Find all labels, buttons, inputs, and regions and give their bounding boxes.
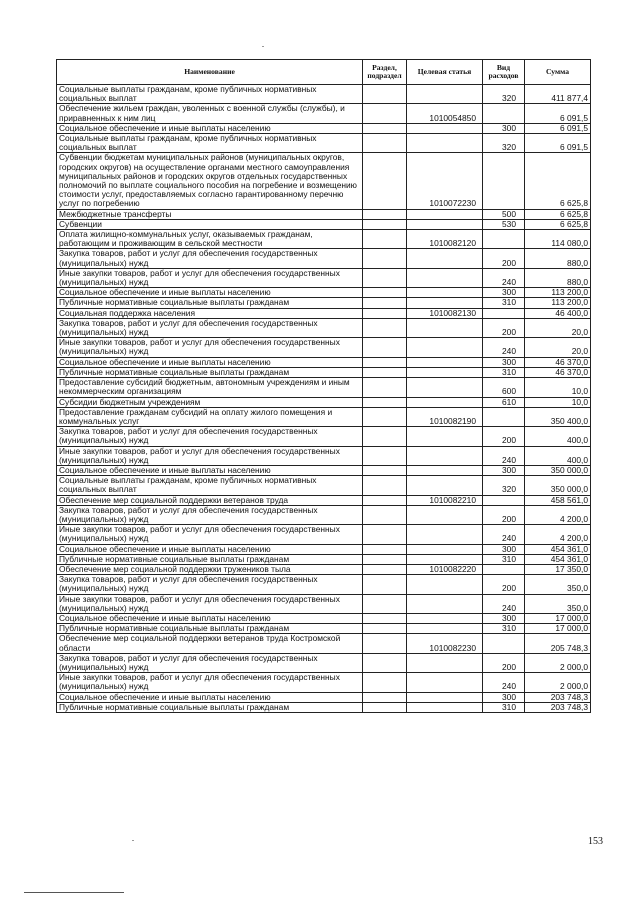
row-name: Закупка товаров, работ и услуг для обеспечения государственных (муниципальных) нужд <box>57 575 363 594</box>
row-kind: 300 <box>483 692 525 702</box>
row-sum: 17 000,0 <box>525 624 591 634</box>
row-kind <box>483 308 525 318</box>
row-sum: 458 561,0 <box>525 495 591 505</box>
row-sum: 17 000,0 <box>525 613 591 623</box>
row-article <box>407 544 483 554</box>
row-name: Закупка товаров, работ и услуг для обеспечения государственных (муниципальных) нужд <box>57 318 363 337</box>
table-row <box>57 544 591 554</box>
row-name: Иные закупки товаров, работ и услуг для обеспечения государственных (муниципальных) нужд <box>57 525 363 544</box>
row-name: Закупка товаров, работ и услуг для обеспечения государственных (муниципальных) нужд <box>57 505 363 524</box>
row-kind: 310 <box>483 554 525 564</box>
row-name: Предоставление субсидий бюджетным, автономным учреждениям и иным некоммерческим организациям <box>57 378 363 397</box>
table-row <box>57 230 591 249</box>
table-row <box>57 653 591 672</box>
table-row <box>57 554 591 564</box>
row-section <box>363 476 407 495</box>
row-name: Социальные выплаты гражданам, кроме публичных нормативных социальных выплат <box>57 476 363 495</box>
table-row <box>57 219 591 229</box>
row-article <box>407 446 483 465</box>
header-section: Раздел, подраздел <box>363 60 407 85</box>
row-section <box>363 702 407 712</box>
table-row <box>57 505 591 524</box>
row-kind: 310 <box>483 367 525 377</box>
row-article <box>407 554 483 564</box>
row-kind: 240 <box>483 594 525 613</box>
budget-table <box>56 59 591 713</box>
table-body <box>57 85 591 713</box>
row-article <box>407 268 483 287</box>
row-article <box>407 505 483 524</box>
row-article <box>407 85 483 104</box>
row-sum: 4 200,0 <box>525 505 591 524</box>
table-row <box>57 209 591 219</box>
row-sum: 454 361,0 <box>525 544 591 554</box>
row-name: Социальное обеспечение и иные выплаты населению <box>57 465 363 475</box>
row-sum: 400,0 <box>525 446 591 465</box>
row-article: 1010082130 <box>407 308 483 318</box>
row-article <box>407 594 483 613</box>
row-sum: 46 370,0 <box>525 367 591 377</box>
row-section <box>363 575 407 594</box>
row-sum: 6 091,5 <box>525 134 591 153</box>
row-name: Социальное обеспечение и иные выплаты населению <box>57 544 363 554</box>
row-kind: 320 <box>483 85 525 104</box>
row-article: 1010072230 <box>407 153 483 209</box>
row-sum: 203 748,3 <box>525 702 591 712</box>
row-section <box>363 85 407 104</box>
row-section <box>363 249 407 268</box>
row-section <box>363 123 407 133</box>
row-article <box>407 134 483 153</box>
row-name: Публичные нормативные социальные выплаты гражданам <box>57 702 363 712</box>
row-kind: 300 <box>483 613 525 623</box>
row-sum: 880,0 <box>525 268 591 287</box>
table-row <box>57 249 591 268</box>
row-kind <box>483 153 525 209</box>
row-sum: 114 080,0 <box>525 230 591 249</box>
row-article <box>407 219 483 229</box>
row-name: Социальное обеспечение и иные выплаты населению <box>57 288 363 298</box>
table-row <box>57 446 591 465</box>
row-kind <box>483 495 525 505</box>
row-sum: 454 361,0 <box>525 554 591 564</box>
row-section <box>363 397 407 407</box>
row-kind: 200 <box>483 505 525 524</box>
row-section <box>363 505 407 524</box>
row-sum: 6 625,8 <box>525 219 591 229</box>
row-sum: 113 200,0 <box>525 288 591 298</box>
row-section <box>363 525 407 544</box>
row-article <box>407 249 483 268</box>
row-article: 1010054850 <box>407 104 483 123</box>
row-name: Социальное обеспечение и иные выплаты населению <box>57 692 363 702</box>
row-article <box>407 338 483 357</box>
row-section <box>363 219 407 229</box>
row-section <box>363 613 407 623</box>
row-article <box>407 525 483 544</box>
row-section <box>363 495 407 505</box>
table-row <box>57 673 591 692</box>
row-kind: 300 <box>483 465 525 475</box>
row-section <box>363 653 407 672</box>
table-row <box>57 298 591 308</box>
row-section <box>363 692 407 702</box>
row-article <box>407 378 483 397</box>
row-name: Закупка товаров, работ и услуг для обеспечения государственных (муниципальных) нужд <box>57 427 363 446</box>
row-name: Публичные нормативные социальные выплаты гражданам <box>57 367 363 377</box>
table-row <box>57 134 591 153</box>
table-row <box>57 476 591 495</box>
row-section <box>363 230 407 249</box>
table-row <box>57 613 591 623</box>
row-sum: 350,0 <box>525 594 591 613</box>
row-sum: 46 400,0 <box>525 308 591 318</box>
table-row <box>57 357 591 367</box>
row-section <box>363 318 407 337</box>
row-name: Иные закупки товаров, работ и услуг для обеспечения государственных (муниципальных) нужд <box>57 446 363 465</box>
row-sum: 350,0 <box>525 575 591 594</box>
table-row <box>57 104 591 123</box>
row-section <box>363 104 407 123</box>
scan-dot <box>132 840 134 841</box>
row-section <box>363 153 407 209</box>
table-row <box>57 123 591 133</box>
row-kind: 300 <box>483 123 525 133</box>
row-kind: 240 <box>483 268 525 287</box>
row-kind: 240 <box>483 673 525 692</box>
row-sum: 6 625,8 <box>525 153 591 209</box>
table-row <box>57 268 591 287</box>
row-section <box>363 594 407 613</box>
row-sum: 350 000,0 <box>525 476 591 495</box>
row-name: Субвенции <box>57 219 363 229</box>
table-row <box>57 378 591 397</box>
table-row <box>57 427 591 446</box>
row-kind: 240 <box>483 525 525 544</box>
row-section <box>363 209 407 219</box>
row-sum: 46 370,0 <box>525 357 591 367</box>
row-name: Предоставление гражданам субсидий на оплату жилого помещения и коммунальных услуг <box>57 407 363 426</box>
table-header-row <box>57 60 591 85</box>
row-sum: 20,0 <box>525 318 591 337</box>
row-name: Обеспечение мер социальной поддержки ветеранов труда Костромской области <box>57 634 363 653</box>
row-section <box>363 427 407 446</box>
row-section <box>363 446 407 465</box>
row-name: Обеспечение мер социальной поддержки тружеников тыла <box>57 564 363 574</box>
row-name: Публичные нормативные социальные выплаты гражданам <box>57 554 363 564</box>
row-kind: 200 <box>483 249 525 268</box>
row-kind: 200 <box>483 575 525 594</box>
row-sum: 17 350,0 <box>525 564 591 574</box>
row-section <box>363 367 407 377</box>
row-kind: 310 <box>483 298 525 308</box>
row-section <box>363 554 407 564</box>
row-sum: 10,0 <box>525 378 591 397</box>
page-number: 153 <box>588 836 603 847</box>
row-kind: 530 <box>483 219 525 229</box>
row-name: Иные закупки товаров, работ и услуг для обеспечения государственных (муниципальных) нужд <box>57 673 363 692</box>
row-article <box>407 692 483 702</box>
row-kind <box>483 407 525 426</box>
row-section <box>363 564 407 574</box>
row-kind: 240 <box>483 446 525 465</box>
row-name: Субвенции бюджетам муниципальных районов (муниципальных округов, городских округов) на осуществление органами местного самоуправления муниципальных районов и городских округов отдельных государственных полномочий по выплате социального пособия на погребение и возмещению стоимости услуг, предоставляемых согласно гарантированному перечню услуг по погребению <box>57 153 363 209</box>
row-section <box>363 465 407 475</box>
header-name: Наименование <box>57 60 363 85</box>
row-kind: 310 <box>483 624 525 634</box>
row-name: Публичные нормативные социальные выплаты гражданам <box>57 624 363 634</box>
row-article <box>407 673 483 692</box>
row-article: 1010082120 <box>407 230 483 249</box>
row-section <box>363 544 407 554</box>
row-section <box>363 673 407 692</box>
row-sum: 113 200,0 <box>525 298 591 308</box>
row-name: Социальное обеспечение и иные выплаты населению <box>57 613 363 623</box>
row-article <box>407 288 483 298</box>
table-row <box>57 495 591 505</box>
table-row <box>57 465 591 475</box>
table-row <box>57 397 591 407</box>
row-sum: 2 000,0 <box>525 653 591 672</box>
row-kind: 300 <box>483 544 525 554</box>
row-article: 1010082220 <box>407 564 483 574</box>
row-article <box>407 397 483 407</box>
row-sum: 400,0 <box>525 427 591 446</box>
row-sum: 350 000,0 <box>525 465 591 475</box>
table-row <box>57 318 591 337</box>
table-row <box>57 564 591 574</box>
row-section <box>363 378 407 397</box>
row-kind <box>483 634 525 653</box>
row-sum: 20,0 <box>525 338 591 357</box>
table-row <box>57 407 591 426</box>
row-sum: 6 091,5 <box>525 123 591 133</box>
row-sum: 203 748,3 <box>525 692 591 702</box>
row-name: Обеспечение жильем граждан, уволенных с военной службы (службы), и приравненных к ним лиц <box>57 104 363 123</box>
row-name: Социальная поддержка населения <box>57 308 363 318</box>
row-article <box>407 367 483 377</box>
row-section <box>363 288 407 298</box>
row-kind: 310 <box>483 702 525 712</box>
table-row <box>57 634 591 653</box>
row-sum: 10,0 <box>525 397 591 407</box>
row-sum: 411 877,4 <box>525 85 591 104</box>
row-article <box>407 702 483 712</box>
row-section <box>363 134 407 153</box>
row-name: Иные закупки товаров, работ и услуг для обеспечения государственных (муниципальных) нужд <box>57 338 363 357</box>
row-article: 1010082230 <box>407 634 483 653</box>
row-sum: 350 400,0 <box>525 407 591 426</box>
row-article <box>407 613 483 623</box>
table-row <box>57 367 591 377</box>
row-name: Закупка товаров, работ и услуг для обеспечения государственных (муниципальных) нужд <box>57 653 363 672</box>
table-row <box>57 692 591 702</box>
row-sum: 6 625,8 <box>525 209 591 219</box>
row-kind: 200 <box>483 318 525 337</box>
row-section <box>363 407 407 426</box>
row-name: Социальные выплаты гражданам, кроме публичных нормативных социальных выплат <box>57 134 363 153</box>
row-section <box>363 357 407 367</box>
row-sum: 6 091,5 <box>525 104 591 123</box>
row-article <box>407 209 483 219</box>
row-kind: 200 <box>483 427 525 446</box>
row-name: Оплата жилищно-коммунальных услуг, оказываемых гражданам, работающим и проживающим в сельской местности <box>57 230 363 249</box>
row-name: Иные закупки товаров, работ и услуг для обеспечения государственных (муниципальных) нужд <box>57 594 363 613</box>
row-kind: 600 <box>483 378 525 397</box>
row-kind: 200 <box>483 653 525 672</box>
row-section <box>363 338 407 357</box>
scan-dot <box>262 46 264 47</box>
table-row <box>57 338 591 357</box>
table-row <box>57 308 591 318</box>
table-row <box>57 702 591 712</box>
header-sum: Сумма <box>525 60 591 85</box>
row-article <box>407 318 483 337</box>
row-article <box>407 298 483 308</box>
footer-rule <box>24 892 124 893</box>
row-article <box>407 357 483 367</box>
row-article: 1010082210 <box>407 495 483 505</box>
row-article <box>407 123 483 133</box>
row-name: Социальное обеспечение и иные выплаты населению <box>57 123 363 133</box>
table-row <box>57 153 591 209</box>
row-kind <box>483 564 525 574</box>
row-name: Публичные нормативные социальные выплаты гражданам <box>57 298 363 308</box>
row-sum: 4 200,0 <box>525 525 591 544</box>
row-name: Социальное обеспечение и иные выплаты населению <box>57 357 363 367</box>
row-sum: 205 748,3 <box>525 634 591 653</box>
row-section <box>363 268 407 287</box>
row-section <box>363 634 407 653</box>
table-row <box>57 525 591 544</box>
row-name: Иные закупки товаров, работ и услуг для обеспечения государственных (муниципальных) нужд <box>57 268 363 287</box>
row-section <box>363 308 407 318</box>
row-section <box>363 298 407 308</box>
row-kind: 500 <box>483 209 525 219</box>
row-article <box>407 476 483 495</box>
row-sum: 880,0 <box>525 249 591 268</box>
table-row <box>57 85 591 104</box>
row-article <box>407 624 483 634</box>
row-name: Закупка товаров, работ и услуг для обеспечения государственных (муниципальных) нужд <box>57 249 363 268</box>
row-article: 1010082190 <box>407 407 483 426</box>
header-kind: Вид расходов <box>483 60 525 85</box>
row-article <box>407 427 483 446</box>
row-kind <box>483 230 525 249</box>
row-kind: 300 <box>483 288 525 298</box>
row-article <box>407 575 483 594</box>
row-kind: 300 <box>483 357 525 367</box>
table-row <box>57 594 591 613</box>
row-name: Обеспечение мер социальной поддержки ветеранов труда <box>57 495 363 505</box>
row-kind <box>483 104 525 123</box>
row-article <box>407 465 483 475</box>
row-name: Субсидии бюджетным учреждениям <box>57 397 363 407</box>
row-name: Социальные выплаты гражданам, кроме публичных нормативных социальных выплат <box>57 85 363 104</box>
table-row <box>57 624 591 634</box>
row-kind: 320 <box>483 134 525 153</box>
row-kind: 610 <box>483 397 525 407</box>
table-row <box>57 575 591 594</box>
table-row <box>57 288 591 298</box>
row-kind: 240 <box>483 338 525 357</box>
row-section <box>363 624 407 634</box>
row-sum: 2 000,0 <box>525 673 591 692</box>
row-name: Межбюджетные трансферты <box>57 209 363 219</box>
header-article: Целевая статья <box>407 60 483 85</box>
row-kind: 320 <box>483 476 525 495</box>
row-article <box>407 653 483 672</box>
